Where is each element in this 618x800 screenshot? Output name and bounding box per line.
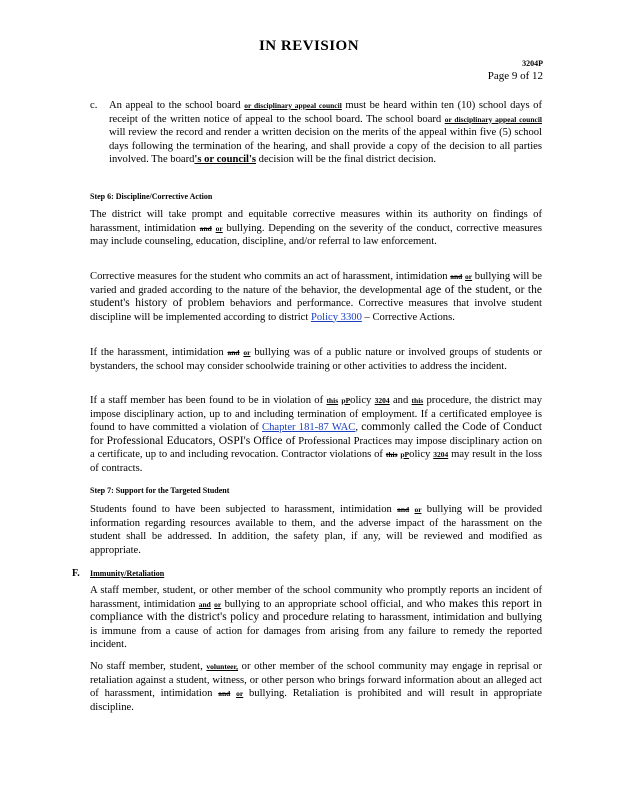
appeal-item-c xyxy=(90,99,542,167)
step6-paragraph-4 xyxy=(90,394,542,475)
inserted-text: 3204 xyxy=(374,396,390,405)
text-run: or other member of the school community may engage in reprisal or retaliation against a student, witness, or other person who brings forward information about an alleged act of harassment, intimidation xyxy=(90,661,542,699)
step7-heading: Step 7: Support for the Targeted Student xyxy=(90,486,230,495)
text-run: A staff member, student, or other member of the school community who promptly reports an incident of harassment, intimidation xyxy=(90,585,542,610)
inserted-text: pP xyxy=(341,396,351,405)
section-letter: F. xyxy=(72,568,80,579)
step6-paragraph-3 xyxy=(90,346,542,373)
text-run: If the harassment, intimidation xyxy=(90,347,228,358)
inserted-text: or xyxy=(414,505,422,514)
inserted-text: or xyxy=(236,689,244,698)
page-number: Page 9 of 12 xyxy=(487,70,543,82)
step7-paragraph-1 xyxy=(90,503,542,557)
inserted-text: or xyxy=(243,348,251,357)
step6-heading: Step 6: Discipline/Corrective Action xyxy=(90,192,213,201)
deleted-text: this xyxy=(385,450,398,459)
section-f-paragraph-1 xyxy=(90,584,542,652)
section-title: Immunity/Retaliation xyxy=(90,569,165,578)
inserted-text: or xyxy=(465,272,473,281)
text-run: and xyxy=(389,395,412,406)
text-run: will review the record and render a written decision on the merits of the appeal within five (5) school days following the termination of the hearing, and shall provide a copy of the decision to all parties involved. The board xyxy=(109,127,542,165)
step6-paragraph-2 xyxy=(90,270,542,324)
text-run: who makes this report in compliance with the district's policy and procedure xyxy=(90,597,542,623)
inserted-text: this xyxy=(411,396,424,405)
inserted-text: pP xyxy=(400,450,410,459)
text-run: The district will take prompt and equitable corrective measures within its authority on findings of harassment, intimidation xyxy=(90,209,542,234)
deleted-text: and xyxy=(450,272,463,281)
text-run: Professional Practices may impose disciplinary action on a certificate, up to and including revocation. Contractor violations of xyxy=(90,435,542,460)
text-run: bullying will be varied and graded according to the nature of the behavior, the developmental xyxy=(90,271,542,296)
inserted-text: 's or council's xyxy=(194,154,257,165)
text-run: No staff member, student, xyxy=(90,661,207,672)
text-run: may result in the loss of contracts. xyxy=(90,449,543,474)
inserted-text: 3204 xyxy=(433,450,449,459)
text-run: bullying. Retaliation is prohibited and will result in appropriate discipline. xyxy=(90,688,542,713)
text-run: An appeal to the school board xyxy=(109,100,245,111)
text-run: If a staff member has been found to be in violation of xyxy=(90,395,327,406)
text-run: bullying to an appropriate school official, and xyxy=(221,598,426,610)
section-f-heading xyxy=(72,568,200,579)
inserted-text: and xyxy=(198,599,211,609)
text-run: procedure, the district may impose disciplinary action, up to and including termination of employment. If a certificated employee is found to have committed a violation of xyxy=(90,395,542,433)
inserted-text: or xyxy=(215,223,223,233)
appeal-paragraph xyxy=(109,99,542,167)
page-title: IN REVISION xyxy=(258,38,360,54)
text-run: age of the student, or the student's history of prob xyxy=(90,283,542,309)
text-run: , xyxy=(355,422,362,433)
text-run: Students found to have been subjected to harassment, intimidation xyxy=(90,504,398,515)
inserted-text: or disciplinary appeal council xyxy=(444,114,542,124)
section-f-paragraph-2 xyxy=(90,660,542,714)
text-run: bullying. Depending on the severity of the conduct, corrective measures may include counseling, education, discipline, and/or referral to law enforcement. xyxy=(90,222,542,247)
text-run: relating to harassment, intimidation and bullying is immune from a cause of action for damages from arising from any failure to remedy the reported incident. xyxy=(90,612,542,650)
text-run: olicy xyxy=(350,395,375,406)
deleted-text: and xyxy=(218,689,231,698)
inserted-text: this xyxy=(326,396,339,405)
inserted-text: or xyxy=(214,599,222,609)
policy-3300-link[interactable]: Policy 3300 xyxy=(310,311,362,323)
inserted-text: volunteer, xyxy=(206,662,239,671)
text-run: decision will be the final district decision. xyxy=(256,154,437,165)
text-run: olicy xyxy=(409,449,434,460)
deleted-text: and xyxy=(199,223,212,233)
text-run: lem behaviors and performance. Corrective measures that involve student discipline will be implemented according to district xyxy=(90,298,542,323)
wac-chapter-link[interactable]: Chapter 181-87 WAC xyxy=(262,422,356,433)
deleted-text: and xyxy=(397,505,410,514)
text-run: must be heard within ten (10) school days of receipt of the written notice of appeal to the school board. The school board xyxy=(109,100,542,125)
text-run: Corrective measures for the student who commits an act of harassment, intimidation xyxy=(90,271,451,282)
text-run: bullying was of a public nature or involved groups of students or bystanders, the school may consider schoolwide training or other activities to address the incident. xyxy=(90,347,542,372)
step6-paragraph-1 xyxy=(90,208,542,249)
list-marker: c. xyxy=(90,100,98,111)
text-run: commonly called the Code of Conduct for Professional Educators, OSPI's Office of xyxy=(90,421,542,447)
text-run: bullying will be provided information regarding resources available to them, and the adverse impact of the harassment on the student shall be addressed. In addition, the safety plan, if any, will be reviewed and modified as appropriate. xyxy=(90,504,543,556)
inserted-text: or disciplinary appeal council xyxy=(244,101,342,110)
deleted-text: and xyxy=(227,348,240,357)
policy-code: 3204P xyxy=(522,59,543,68)
text-run: – Corrective Actions. xyxy=(361,311,455,323)
